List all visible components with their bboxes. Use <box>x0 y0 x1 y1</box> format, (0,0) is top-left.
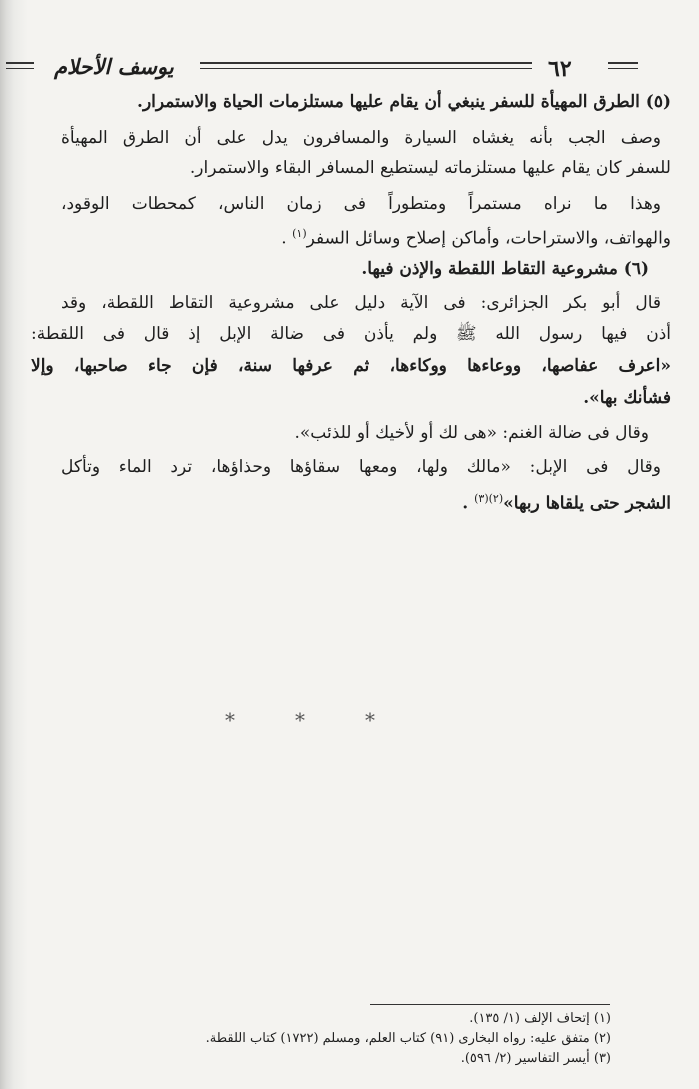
footnote: (٢) متفق عليه: رواه البخارى (٩١) كتاب العلم، ومسلم (١٧٢٢) كتاب اللقطة. <box>205 1031 611 1046</box>
footnote-ref: (١) <box>292 227 307 240</box>
section-heading-6: (٦) مشروعية التقاط اللقطة والإذن فيها. <box>361 259 649 279</box>
section-heading-5: (٥) الطرق المهيأة للسفر ينبغي أن يقام عليها مستلزمات الحياة والاستمرار. <box>137 92 671 112</box>
book-gutter-shadow <box>0 0 28 1089</box>
footnote: (١) إتحاف الإلف (١/ ١٣٥). <box>469 1011 611 1026</box>
hadith-line: «اعرف عفاصها، ووعاءها ووكاءها، ثم عرفها سنة، فإن جاء صاحبها، وإلا <box>31 356 671 376</box>
header-rule-right <box>608 62 638 69</box>
running-head-title: يوسف الأحلام <box>54 54 174 79</box>
page-header <box>0 50 699 90</box>
footnote: (٣) أيسر التفاسير (٢/ ٥٩٦). <box>460 1051 611 1066</box>
body-line: وقال فى الإبل: «مالك ولها، ومعها سقاؤها وحذاؤها، ترد الماء وتأكل <box>61 457 661 477</box>
footnote-ref: (٢)(٣) <box>474 492 504 505</box>
star-ornament: * <box>295 708 305 732</box>
section-divider-stars <box>225 708 375 732</box>
body-line: والهواتف، والاستراحات، وأماكن إصلاح وسائل السفر$^{(١)}$ . <box>281 227 671 249</box>
body-line: قال أبو بكر الجزائرى: فى الآية دليل على مشروعية التقاط اللقطة، وقد <box>61 293 661 313</box>
page-number: ٦٢ <box>548 56 572 82</box>
body-line: وقال فى ضالة الغنم: «هى لك أو لأخيك أو للذئب». <box>294 423 649 443</box>
star-ornament: * <box>225 708 235 732</box>
star-ornament: * <box>365 708 375 732</box>
body-line: وصف الجب بأنه يغشاه السيارة والمسافرون يدل على أن الطرق المهيأة <box>61 128 661 148</box>
footnote-separator <box>370 1004 610 1005</box>
hadith-line: فشأنك بها». <box>583 388 671 408</box>
header-rule-left <box>6 62 34 69</box>
body-line: وهذا ما نراه مستمراً ومتطوراً فى زمان الناس، كمحطات الوقود، <box>61 194 661 214</box>
body-line: أذن فيها رسول الله ﷺ ولم يأذن فى ضالة الإبل إذ قال فى اللقطة: <box>31 324 671 344</box>
body-line: للسفر كان يقام عليها مستلزماته ليستطيع المسافر البقاء والاستمرار. <box>189 158 671 178</box>
hadith-line: الشجر حتى يلقاها ربها»$^{(٢)(٣)}$ . <box>462 492 671 514</box>
header-rule-middle <box>200 62 532 69</box>
